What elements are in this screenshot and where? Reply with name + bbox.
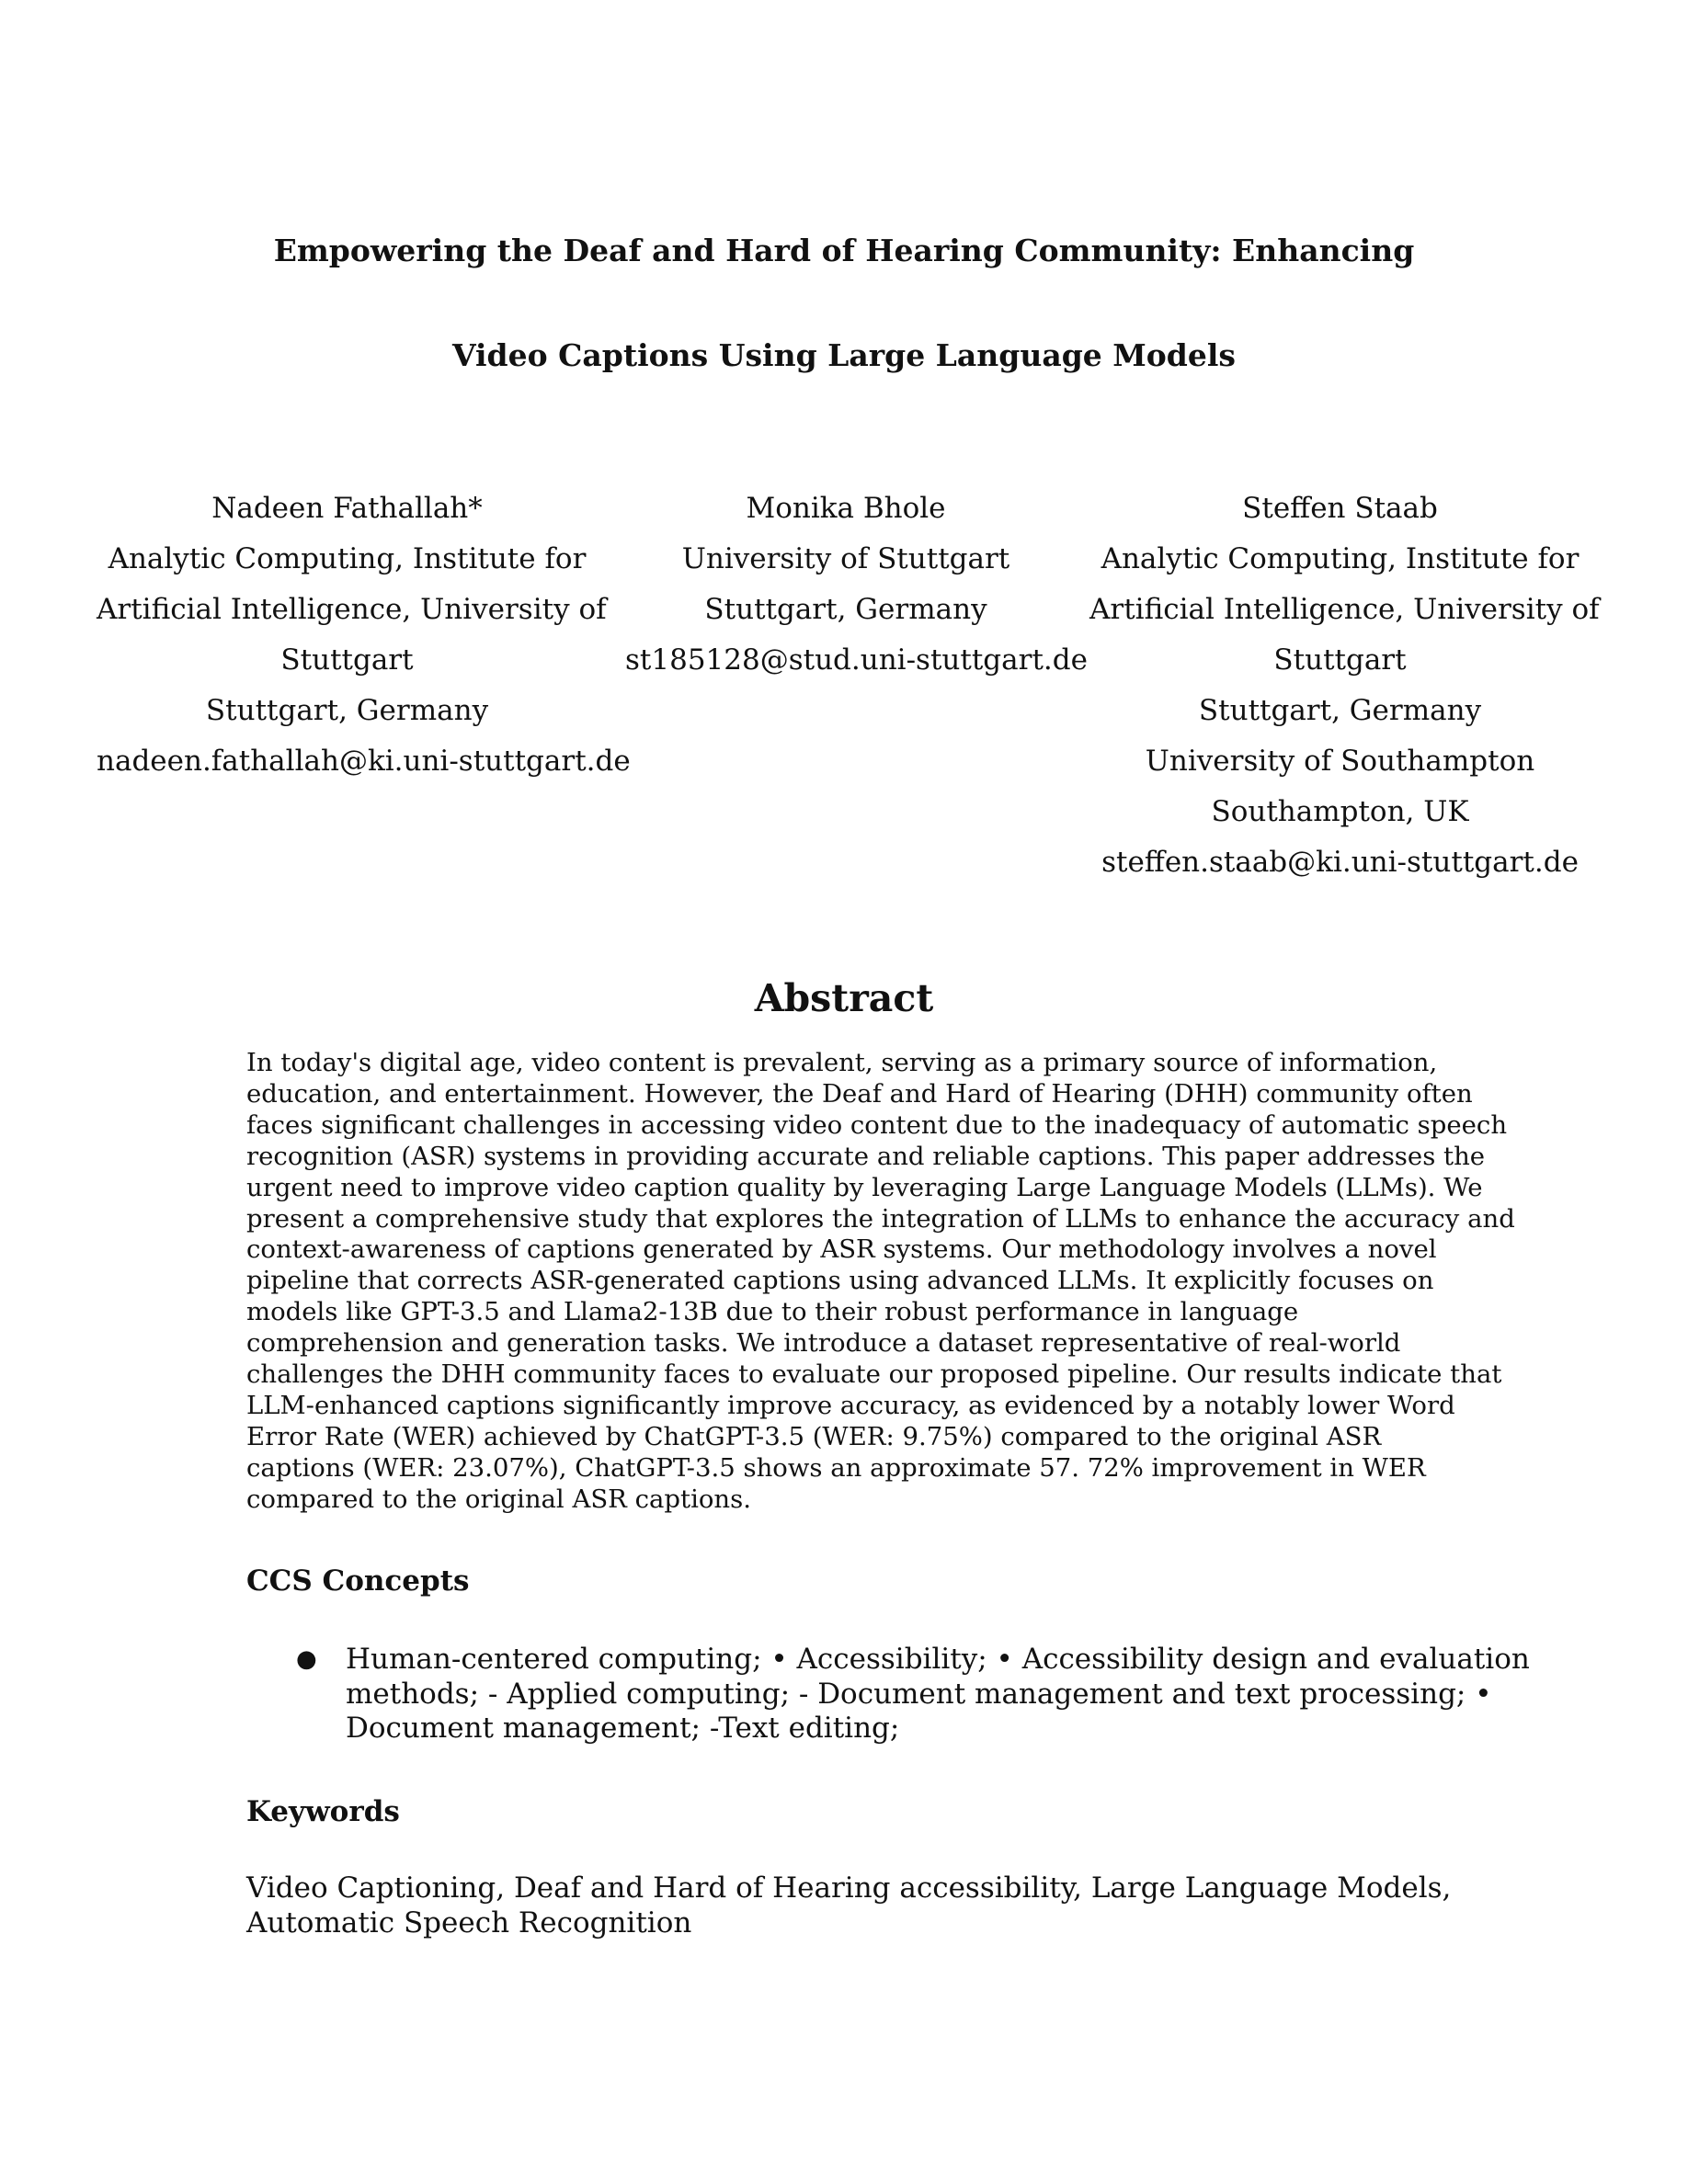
author-affiliation: Stuttgart <box>280 643 414 677</box>
keywords-heading: Keywords <box>246 1795 400 1828</box>
author-affiliation: University of Stuttgart <box>681 542 1010 575</box>
abstract-line: LLM-enhanced captions significantly improve accuracy, as evidenced by a notably lower Word <box>246 1390 1455 1420</box>
abstract-heading: Abstract <box>754 976 934 1020</box>
author-email: st185128@stud.uni-stuttgart.de <box>625 643 1088 677</box>
author-name: Nadeen Fathallah* <box>211 492 483 525</box>
ccs-concepts-heading: CCS Concepts <box>246 1564 470 1598</box>
author-name: Steffen Staab <box>1242 492 1438 525</box>
abstract-line: present a comprehensive study that explores the integration of LLMs to enhance the accuracy and <box>246 1203 1515 1234</box>
abstract-line: recognition (ASR) systems in providing accurate and reliable captions. This paper addresses the <box>246 1141 1486 1171</box>
abstract-line: comprehension and generation tasks. We introduce a dataset representative of real-world <box>246 1328 1401 1359</box>
keywords-line: Automatic Speech Recognition <box>246 1905 692 1939</box>
author-nadeen-fathallah <box>97 483 631 787</box>
abstract-line: urgent need to improve video caption quality by leveraging Large Language Models (LLMs). We <box>246 1172 1483 1202</box>
author-monika-bhole <box>625 483 1088 686</box>
bullet-icon: ● <box>296 1645 317 1673</box>
keywords-line: Video Captioning, Deaf and Hard of Hearing accessibility, Large Language Models, <box>246 1871 1452 1905</box>
keywords-text <box>246 1871 1460 1940</box>
abstract-line: models like GPT-3.5 and Llama2-13B due to their robust performance in language <box>246 1297 1299 1327</box>
abstract-line: pipeline that corrects ASR-generated captions using advanced LLMs. It explicitly focuses on <box>246 1266 1434 1296</box>
abstract-line: context-awareness of captions generated by ASR systems. Our methodology involves a novel <box>246 1234 1437 1265</box>
ccs-concepts-item <box>346 1643 1530 1746</box>
ccs-line: Document management; -Text editing; <box>346 1712 900 1745</box>
author-location: Southampton, UK <box>1211 795 1469 828</box>
author-email: nadeen.fathallah@ki.uni-stuttgart.de <box>97 745 631 778</box>
abstract-line: challenges the DHH community faces to evaluate our proposed pipeline. Our results indicate that <box>246 1359 1502 1390</box>
author-email: steffen.staab@ki.uni-stuttgart.de <box>1101 846 1579 879</box>
author-affiliation: Stuttgart <box>1273 643 1407 677</box>
paper-title-line-2: Video Captions Using Large Language Models <box>452 337 1236 373</box>
author-steffen-staab <box>1089 483 1600 888</box>
abstract-line: captions (WER: 23.07%), ChatGPT-3.5 shows an approximate 57. 72% improvement in WER <box>246 1452 1426 1483</box>
abstract-line: Error Rate (WER) achieved by ChatGPT-3.5 (WER: 9.75%) compared to the original ASR <box>246 1421 1382 1451</box>
abstract-line: compared to the original ASR captions. <box>246 1484 751 1514</box>
author-affiliation: Artificial Intelligence, University of <box>97 593 607 626</box>
abstract-line: education, and entertainment. However, the Deaf and Hard of Hearing (DHH) community often <box>246 1078 1473 1109</box>
author-affiliation: Artificial Intelligence, University of <box>1089 593 1600 626</box>
ccs-line: Human-centered computing; • Accessibility; • Accessibility design and evaluation <box>346 1643 1530 1676</box>
abstract-text <box>246 1048 1515 1516</box>
paper-title-line-1: Empowering the Deaf and Hard of Hearing Community: Enhancing <box>273 233 1415 268</box>
author-location: Stuttgart, Germany <box>704 593 987 626</box>
abstract-line: faces significant challenges in accessing video content due to the inadequacy of automatic speech <box>246 1109 1508 1140</box>
abstract-line: In today's digital age, video content is prevalent, serving as a primary source of information, <box>246 1048 1438 1077</box>
ccs-line: methods; - Applied computing; - Document management and text processing; • <box>346 1677 1492 1711</box>
author-affiliation: Analytic Computing, Institute for <box>1101 542 1580 575</box>
author-location: Stuttgart, Germany <box>205 694 489 727</box>
author-affiliation: University of Southampton <box>1145 745 1535 778</box>
author-name: Monika Bhole <box>746 492 946 525</box>
author-location: Stuttgart, Germany <box>1198 694 1482 727</box>
author-affiliation: Analytic Computing, Institute for <box>108 542 587 575</box>
